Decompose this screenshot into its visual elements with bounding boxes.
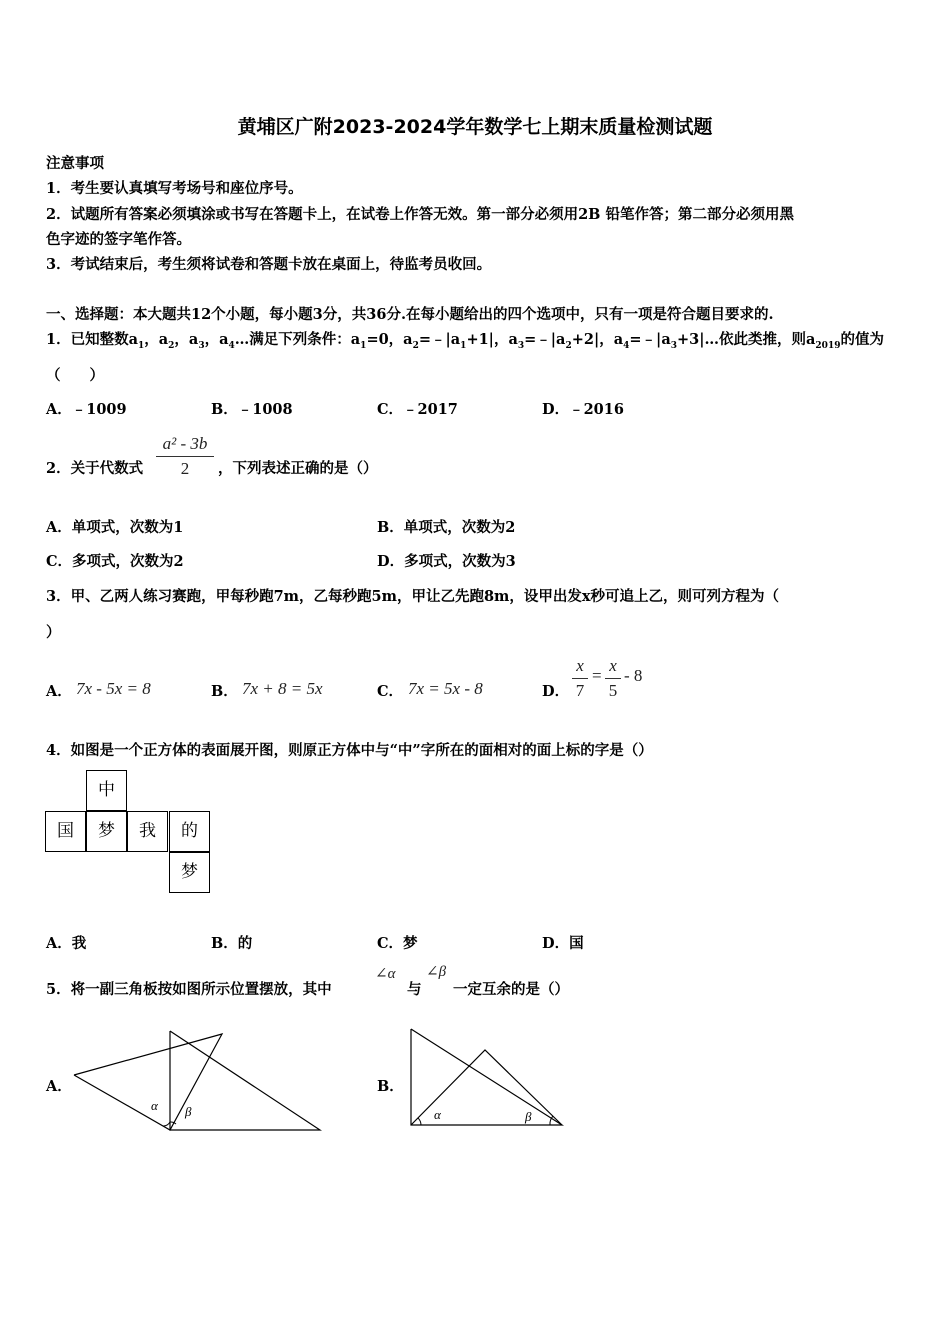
q2-option-b[interactable]: B．单项式，次数为2 — [377, 519, 516, 536]
q2-fraction — [156, 434, 214, 479]
q4-option-b[interactable]: B．的 — [211, 935, 253, 952]
q1-option-a[interactable]: A．﹣1009 — [46, 401, 127, 418]
q4-option-d[interactable]: D．国 — [542, 935, 584, 952]
q5-angle-beta: ∠β — [426, 964, 447, 980]
fig-b-alpha-arc — [418, 1118, 421, 1125]
q2-option-a[interactable]: A．单项式，次数为1 — [46, 519, 184, 536]
net-face-meng-2: 梦 — [169, 852, 210, 893]
question-1-paren: （ ） — [46, 367, 104, 384]
question-3-text: 3．甲、乙两人练习赛跑，甲每秒跑7m，乙每秒跑5m，甲让乙先跑8m，设甲出发x秒可追上乙，则可列方程为（ — [46, 588, 780, 605]
fig-b-beta-label: β — [525, 1109, 532, 1124]
notice-heading: 注意事项 — [46, 155, 104, 172]
section-heading: 一、选择题：本大题共12个小题，每小题3分，共36分.在每小题给出的四个选项中，只有一项是符合题目要求的. — [46, 306, 774, 323]
net-face-wo: 我 — [127, 811, 168, 852]
q5-figure-a[interactable] — [70, 1030, 325, 1132]
q1-option-b[interactable]: B．﹣1008 — [211, 401, 293, 418]
q5-option-a-label[interactable]: A． — [46, 1078, 72, 1095]
q3-option-d-tail: - 8 — [624, 666, 643, 685]
q5-option-b-label[interactable]: B． — [377, 1078, 404, 1095]
net-face-zhong: 中 — [86, 770, 127, 811]
fig-a-beta-label: β — [185, 1104, 192, 1119]
page-title: 黄埔区广附2023-2024学年数学七上期末质量检测试题 — [237, 116, 713, 138]
notice-item-2: 2．试题所有答案必须填涂或书写在答题卡上，在试卷上作答无效。第一部分必须用2B 铅笔作答；第二部分必须用黑 — [46, 206, 794, 223]
q1-option-c[interactable]: C．﹣2017 — [377, 401, 458, 418]
notice-item-3: 3．考试结束后，考生须将试卷和答题卡放在桌面上，待监考员收回。 — [46, 256, 492, 273]
q3-option-d-equals: = — [592, 666, 602, 685]
q3-option-b-label[interactable]: B． — [211, 683, 238, 700]
q2-fraction-denominator: 2 — [180, 459, 190, 478]
q3-option-b-equation[interactable]: 7x + 8 = 5x — [242, 679, 323, 698]
q3-option-c-equation[interactable]: 7x = 5x - 8 — [408, 679, 483, 698]
question-4-text: 4．如图是一个正方体的表面展开图，则原正方体中与“中”字所在的面相对的面上标的字是（） — [46, 742, 653, 759]
q3-option-d-frac2[interactable]: x 5 — [605, 656, 621, 701]
net-face-de: 的 — [169, 811, 210, 852]
q3-option-d-frac1[interactable]: x 7 — [572, 656, 588, 701]
q2-option-c[interactable]: C．多项式，次数为2 — [46, 553, 184, 570]
q3-option-a-equation[interactable]: 7x - 5x = 8 — [76, 679, 151, 698]
q5-angle-alpha: ∠α — [375, 966, 396, 982]
fig-a-triangle-1 — [170, 1031, 320, 1130]
q2-option-d[interactable]: D．多项式，次数为3 — [377, 553, 516, 570]
q5-figure-b[interactable] — [408, 1026, 568, 1128]
question-3-text-cont: ） — [46, 624, 61, 641]
question-1-text: 1．已知整数$a_1$，$a_2$，$a_3$，$a_4\dots$满足下列条件：$a_1=0$，$a_2=﹣|a_1+1|$，$a_3=﹣|a_2+2|$，$a_4=﹣|a_3+3|\dots$依此类推，则$a_{2019}$的值为 — [46, 331, 884, 351]
question-2-prefix: 2．关于代数式 — [46, 460, 144, 477]
net-face-guo: 国 — [45, 811, 86, 852]
q4-option-c[interactable]: C．梦 — [377, 935, 418, 952]
notice-item-1: 1．考生要认真填写考场号和座位序号。 — [46, 180, 303, 197]
q3-option-a-label[interactable]: A． — [46, 683, 72, 700]
fig-a-alpha-label: α — [151, 1098, 158, 1113]
notice-item-2-cont: 色字迹的签字笔作答。 — [46, 231, 191, 248]
question-5-text-a: 5．将一副三角板按如图所示位置摆放，其中 — [46, 981, 332, 998]
q3-option-c-label[interactable]: C． — [377, 683, 404, 700]
q2-fraction-numerator: a² - 3b — [162, 434, 208, 453]
q1-option-d[interactable]: D．﹣2016 — [542, 401, 624, 418]
question-2-suffix: ，下列表述正确的是（） — [218, 460, 378, 477]
net-face-meng-1: 梦 — [86, 811, 127, 852]
question-5-text-b: 与 — [407, 981, 422, 998]
fig-b-alpha-label: α — [434, 1107, 441, 1122]
q4-option-a[interactable]: A．我 — [46, 935, 87, 952]
question-5-text-c: 一定互余的是（） — [453, 981, 569, 998]
fig-a-triangle-2 — [74, 1034, 222, 1130]
q3-option-d-label[interactable]: D． — [542, 683, 570, 700]
fig-a-alpha-arc — [163, 1122, 170, 1126]
